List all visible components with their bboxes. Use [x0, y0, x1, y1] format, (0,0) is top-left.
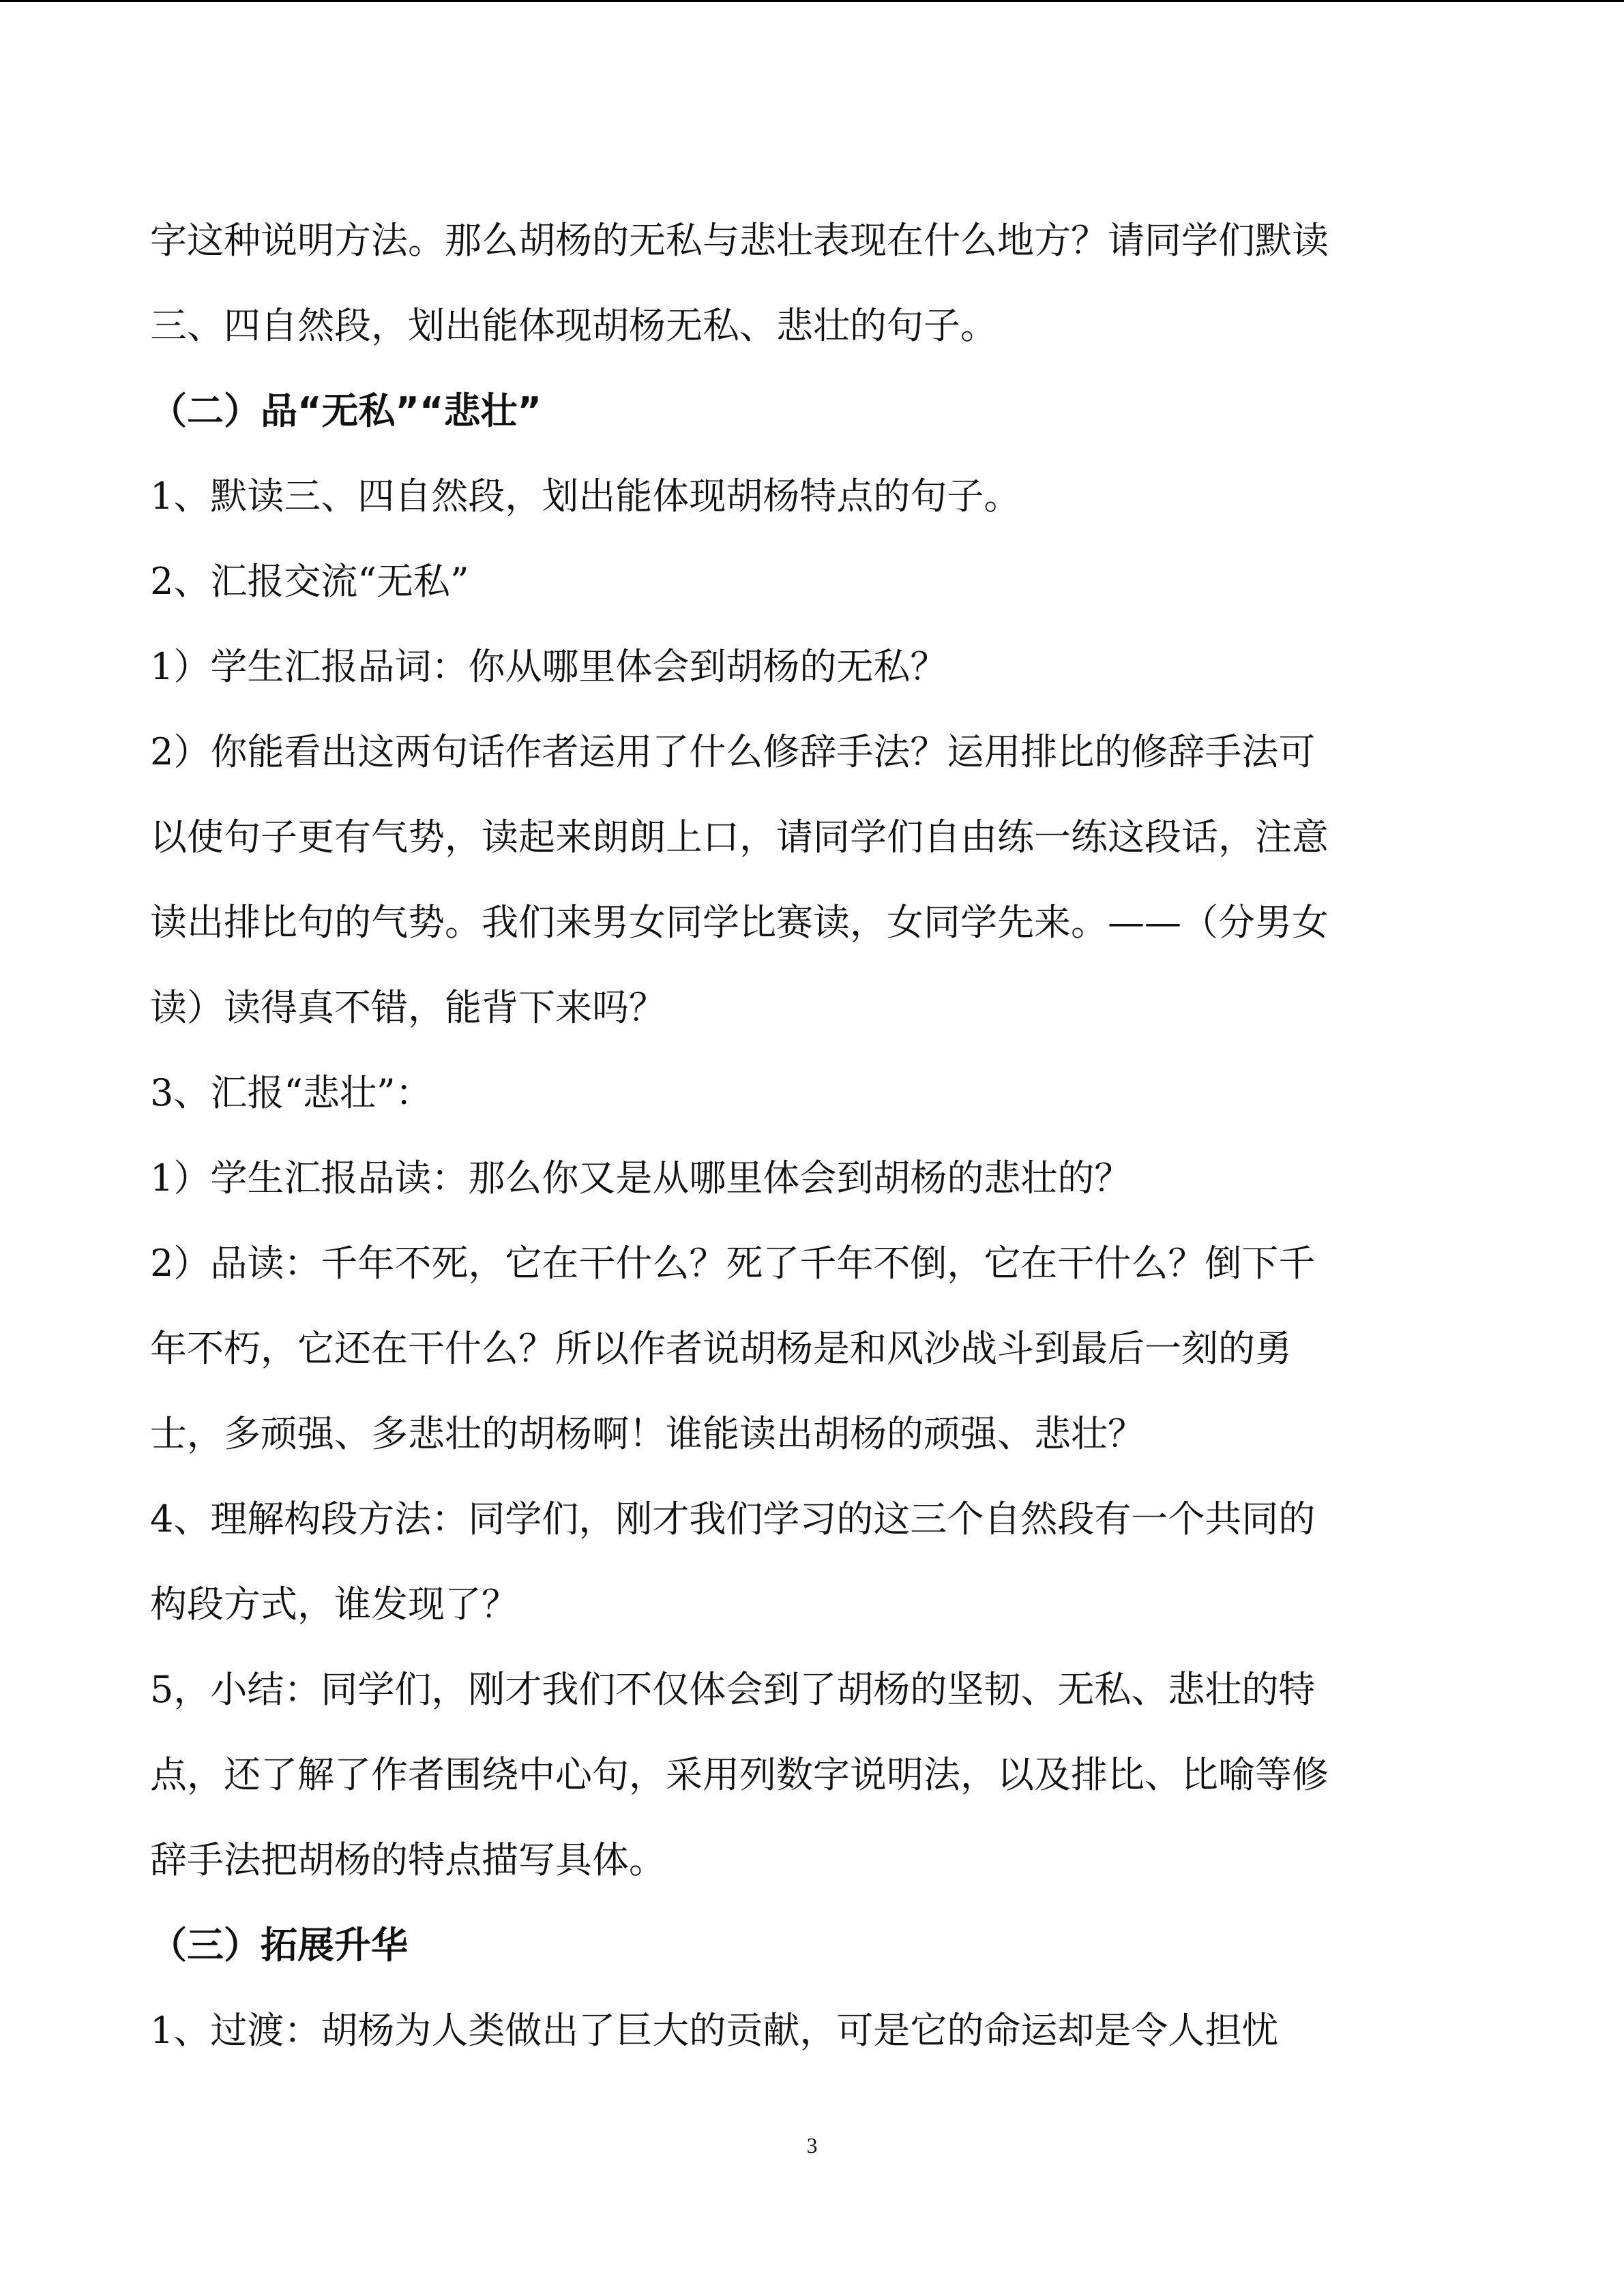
text-line: 2）你能看出这两句话作者运用了什么修辞手法？运用排比的修辞手法可 — [150, 730, 1316, 773]
text-line: 士，多顽强、多悲壮的胡杨啊！谁能读出胡杨的顽强、悲壮？ — [150, 1412, 1145, 1455]
page-number: 3 — [806, 2133, 818, 2158]
text-line: 读出排比句的气势。我们来男女同学比赛读，女同学先来。——（分男女 — [150, 901, 1329, 944]
text-line: 2）品读：千年不死，它在干什么？死了千年不倒，它在干什么？倒下千 — [150, 1242, 1316, 1285]
document-body — [150, 198, 1473, 2073]
text-line: 以使句子更有气势，读起来朗朗上口，请同学们自由练一练这段话，注意 — [150, 816, 1329, 859]
top-border-line — [0, 0, 1624, 2]
text-line: 三、四自然段，划出能体现胡杨无私、悲壮的句子。 — [150, 304, 997, 347]
section-heading: （三）拓展升华 — [150, 1924, 408, 1967]
text-line: 1）学生汇报品读：那么你又是从哪里体会到胡杨的悲壮的？ — [150, 1157, 1132, 1199]
text-line: 字这种说明方法。那么胡杨的无私与悲壮表现在什么地方？请同学们默读 — [150, 219, 1329, 262]
text-line: 3、汇报“悲壮”： — [150, 1071, 432, 1114]
text-line: 构段方式，谁发现了？ — [150, 1583, 518, 1626]
text-line: 1）学生汇报品词：你从哪里体会到胡杨的无私？ — [150, 645, 947, 688]
text-line: 辞手法把胡杨的特点描写具体。 — [150, 1838, 666, 1881]
text-line: 4、理解构段方法：同学们，刚才我们学习的这三个自然段有一个共同的 — [150, 1497, 1316, 1540]
text-line: 1、默读三、四自然段，划出能体现胡杨特点的句子。 — [150, 475, 1021, 518]
section-heading: （二）品“无私”“悲壮” — [150, 389, 542, 432]
text-line: 2、汇报交流“无私” — [150, 560, 469, 603]
text-line: 点，还了解了作者围绕中心句，采用列数字说明法，以及排比、比喻等修 — [150, 1753, 1329, 1796]
text-line: 读）读得真不错，能背下来吗？ — [150, 986, 666, 1029]
text-line: 1、过渡：胡杨为人类做出了巨大的贡献，可是它的命运却是令人担忧 — [150, 2009, 1279, 2052]
text-line: 年不朽，它还在干什么？所以作者说胡杨是和风沙战斗到最后一刻的勇 — [150, 1327, 1292, 1370]
text-line: 5，小结：同学们，刚才我们不仅体会到了胡杨的坚韧、无私、悲壮的特 — [150, 1668, 1316, 1711]
